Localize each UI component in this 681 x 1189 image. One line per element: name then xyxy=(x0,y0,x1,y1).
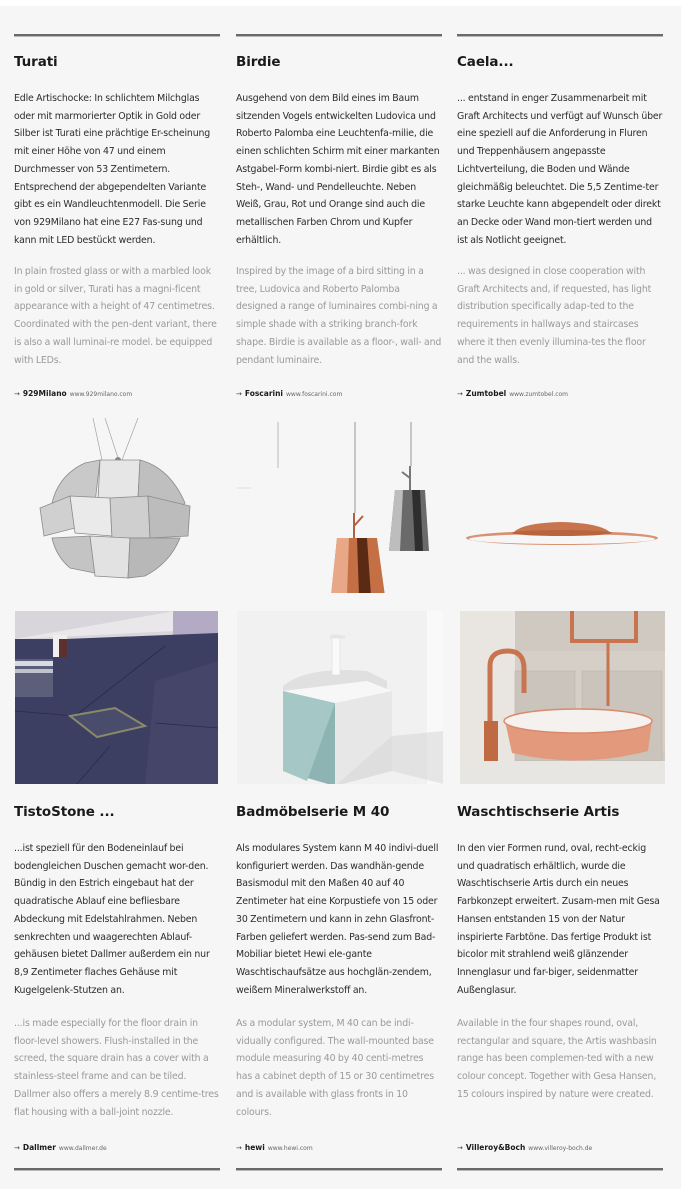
caela-ceiling-light-image xyxy=(465,520,660,550)
arrow-icon: → xyxy=(236,390,242,398)
page-top-margin xyxy=(0,0,681,6)
arrow-icon: → xyxy=(236,1144,242,1152)
tistostone-floor-drain-image xyxy=(15,611,218,784)
brand-url[interactable]: www.villeroy-boch.de xyxy=(528,1145,593,1152)
article-text-english: Available in the four shapes round, oval, rectangular and square, the Artis washbasin range has been complemen-ted with a new colour concept. Together with Gesa Hansen, 15 colours inspired by nature were created. xyxy=(457,1018,657,1100)
brand-name: Foscarini xyxy=(244,389,283,398)
article-text-german: ...ist speziell für den Bodeneinlauf bei bodengleichen Duschen gemacht wor-den. Bündig in den Estrich eingebaut hat der quadratische Ablauf eine befliesbare Abdeckung mit Edelstahlrahmen. Neben senkrechten und waagerechten Ablauf-gehäusen bietet Dallmer außerdem ein nur 8,9 Zentimeter flaches Gehäuse mit Kugelgelenk-Stutzen an. xyxy=(14,843,210,996)
birdie-pendant-lamps-image xyxy=(237,418,443,593)
arrow-icon: → xyxy=(14,1144,20,1152)
source-credit xyxy=(14,1143,107,1152)
source-credit xyxy=(236,1143,313,1152)
article-text-german: ... entstand in enger Zusammenarbeit mit Graft Architects und verfügt auf Wunsch über eine speziell auf die Anforderung in Fluren und Treppenhäusern angepasste Lichtverteilung, die Boden und Wände gleichmäßig beleuchtet. Die 5,5 Zentime-ter starke Leuchte kann abgependelt oder direkt an Decke oder Wand mon-tiert werden und ist als Notlicht geeignet. xyxy=(457,93,663,246)
arrow-icon: → xyxy=(457,390,463,398)
brand-name: Villeroy&Boch xyxy=(465,1143,526,1152)
brand-url[interactable]: www.dallmer.de xyxy=(58,1145,107,1152)
article-text-english: ... was designed in close cooperation with Graft Architects and, if requested, has light distribution specifically adap-ted to the requirements in hallways and staircases where it then evenly illumina-tes the floor and the walls. xyxy=(457,266,652,366)
turati-pendant-lamp-image xyxy=(30,418,205,583)
divider-rule xyxy=(14,34,220,37)
brand-url[interactable]: www.zumtobel.com xyxy=(509,391,569,398)
brand-url[interactable]: www.929milano.com xyxy=(69,391,133,398)
article-text-english: As a modular system, M 40 can be indi-vidually configured. The wall-mounted base module measuring 40 by 40 centi-metres has a cabinet depth of 15 or 30 centimetres and is available with glass fronts in 10 colours. xyxy=(236,1018,434,1118)
article-text-english: Inspired by the image of a bird sitting in a tree, Ludovica and Roberto Palomba designed a range of luminaires combi-ning a simple shade with a striking branch-fork shape. Birdie is available as a floor-, wall- and pendant luminaire. xyxy=(236,266,442,366)
brand-url[interactable]: www.hewi.com xyxy=(267,1145,313,1152)
source-credit xyxy=(457,1143,592,1152)
brand-name: 929Milano xyxy=(22,389,67,398)
divider-rule xyxy=(457,1168,663,1171)
article-title: Birdie xyxy=(236,54,281,70)
article-text-english: ...is made especially for the floor drain in floor-level showers. Flush-installed in the screed, the square drain has a cover with a stainless-steel frame and can be tiled. Dallmer also offers a merely 8.9 centime-tres flat housing with a ball-joint nozzle. xyxy=(14,1018,219,1118)
article-text-german: Ausgehend von dem Bild eines im Baum sitzenden Vogels entwickelten Ludovica und Roberto Palomba eine Leuchtenfa-milie, die einen schlichten Schirm mit einer markanten Astgabel-Form kombi-niert. Birdie gibt es als Steh-, Wand- und Pendelleuchte. Neben Weiß, Grau, Rot und Orange sind auch die metallischen Farben Chrom und Kupfer erhältlich. xyxy=(236,93,440,246)
brand-name: Zumtobel xyxy=(465,389,507,398)
arrow-icon: → xyxy=(14,390,20,398)
arrow-icon: → xyxy=(457,1144,463,1152)
divider-rule xyxy=(236,34,442,37)
source-credit xyxy=(457,389,568,398)
article-title: Turati xyxy=(14,54,58,70)
article-title: Badmöbelserie M 40 xyxy=(236,804,390,820)
brand-name: hewi xyxy=(244,1143,265,1152)
artis-washbasin-image xyxy=(460,611,665,784)
source-credit xyxy=(14,389,132,398)
article-title: TistoStone ... xyxy=(14,804,115,820)
article-text-german: Edle Artischocke: In schlichtem Milchglas oder mit marmorierter Optik in Gold oder Silber ist Turati eine prächtige Er-scheinung mit einer Höhe von 47 und einem Durchmesser von 53 Zentimetern. Entsprechend der abgependelten Variante gibt es ein Wandleuchtenmodell. Die Serie von 929Milano hat eine E27 Fas-sung und kann mit LED bestückt werden. xyxy=(14,93,211,246)
article-text-german: Als modulares System kann M 40 indivi-duell konfiguriert werden. Das wandhän-gende Basismodul mit den Maßen 40 auf 40 Zentimeter hat eine Korpustiefe von 15 oder 30 Zentimetern und kann in zehn Glasfront-Farben geliefert werden. Pas-send zum Bad-Mobiliar bietet Hewi ele-gante Waschtischaufsätze aus hochglän-zendem, weißem Mineralwerkstoff an. xyxy=(236,843,439,996)
divider-rule xyxy=(14,1168,220,1171)
m40-bathroom-cabinet-image xyxy=(237,611,443,784)
source-credit xyxy=(236,389,342,398)
divider-rule xyxy=(236,1168,442,1171)
divider-rule xyxy=(457,34,663,37)
article-title: Waschtischserie Artis xyxy=(457,804,620,820)
article-text-english: In plain frosted glass or with a marbled look in gold or silver, Turati has a magni-ficent appearance with a height of 47 centimetres. Coordinated with the pen-dent variant, there is also a wall luminai-re model. be equipped with LEDs. xyxy=(14,266,217,366)
article-title: Caela... xyxy=(457,54,514,70)
brand-name: Dallmer xyxy=(22,1143,56,1152)
brand-url[interactable]: www.foscarini.com xyxy=(286,391,343,398)
article-text-german: In den vier Formen rund, oval, recht-eckig und quadratisch erhältlich, wurde die Waschtischserie Artis durch ein neues Farbkonzept erweitert. Zusam-men mit Gesa Hansen entstanden 15 von der Natur inspirierte Farbtöne. Das fertige Produkt ist bicolor mit strahlend weiß glänzender Innenglasur und far-biger, seidenmatter Außenglasur. xyxy=(457,843,660,996)
